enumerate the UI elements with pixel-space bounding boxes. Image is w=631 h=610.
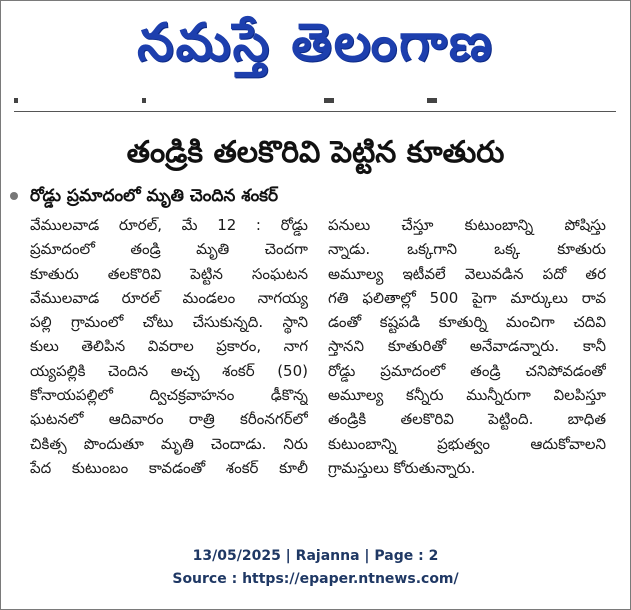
text-line: అమూల్య ఇటీవలే వెలువడిన పదో తర (328, 264, 606, 283)
text-line: గ్రామస్తులు కోరుతున్నారు. (328, 458, 476, 477)
text-line: తండ్రికి తలకొరివి పెట్టింది. బాధిత (328, 410, 606, 429)
article-headline: తండ్రికి తలకొరివి పెట్టిన కూతురు (126, 135, 505, 170)
newspaper-masthead: నమస్తే తెలంగాణ (137, 13, 494, 73)
text-line: చికిత్స పొందుతూ మృతి చెందాడు. నిరు (30, 434, 308, 453)
text-line: స్తానని కూతురితో అనేవాడన్నారు. కానీ (328, 337, 606, 356)
text-line: కోనాయపల్లిలో ద్విచక్రవాహనం ఢీకొన్న (30, 386, 308, 405)
text-line: న్నాడు. ఒక్కగాని ఒక్క కూతురు (328, 240, 606, 259)
cropped-text-fragment (14, 98, 614, 104)
text-line: గతి ఫలితాల్లో 500 పైగా మార్కులు రావ (328, 288, 606, 307)
text-line: కూతురు తలకొరివి పెట్టిన సంఘటన (30, 264, 308, 283)
text-line: వేములవాడ రూరల్ మండలం నాగయ్య (30, 288, 308, 307)
text-line: పేద కుటుంబం కావడంతో శంకర్ కూలీ (30, 458, 308, 477)
text-line: య్యపల్లికి చెందిన అచ్చ శంకర్ (50) (30, 361, 308, 380)
text-line: ఘటనలో ఆదివారం రాత్రి కరీంనగర్‌లో (30, 410, 308, 429)
article-column-left (30, 213, 308, 480)
article-subheadline: రోడ్డు ప్రమాదంలో మృతి చెందిన శంకర్ (30, 186, 279, 206)
text-line: ప్రమాదంలో తండ్రి మృతి చెందగా (30, 240, 308, 259)
bullet-icon (10, 192, 18, 200)
text-line: డంతో కష్టపడి కూతుర్ని మంచిగా చదివి (328, 313, 606, 332)
footer-source: Source : https://epaper.ntnews.com/ (172, 571, 459, 587)
text-line: వేములవాడ రూరల్, మే 12 : రోడ్డు (30, 216, 308, 234)
article-column-right (328, 213, 606, 480)
footer-date-edition: 13/05/2025 | Rajanna | Page : 2 (192, 548, 439, 564)
text-line: అమూల్య కన్నీరు మున్నీరుగా విలపిస్తూ (328, 386, 606, 405)
text-line: కుటుంబాన్ని ప్రభుత్వం ఆదుకోవాలని (328, 434, 606, 453)
text-line: పనులు చేస్తూ కుటుంబాన్ని పోషిస్తు (328, 216, 606, 234)
text-line: పల్లి గ్రామంలో చోటు చేసుకున్నది. స్థాని (30, 313, 308, 332)
text-line: రోడ్డు ప్రమాదంలో తండ్రి చనిపోవడంతో (328, 361, 606, 380)
text-line: కులు తెలిపిన వివరాల ప్రకారం, నాగ (30, 337, 308, 356)
top-rule (14, 111, 616, 112)
